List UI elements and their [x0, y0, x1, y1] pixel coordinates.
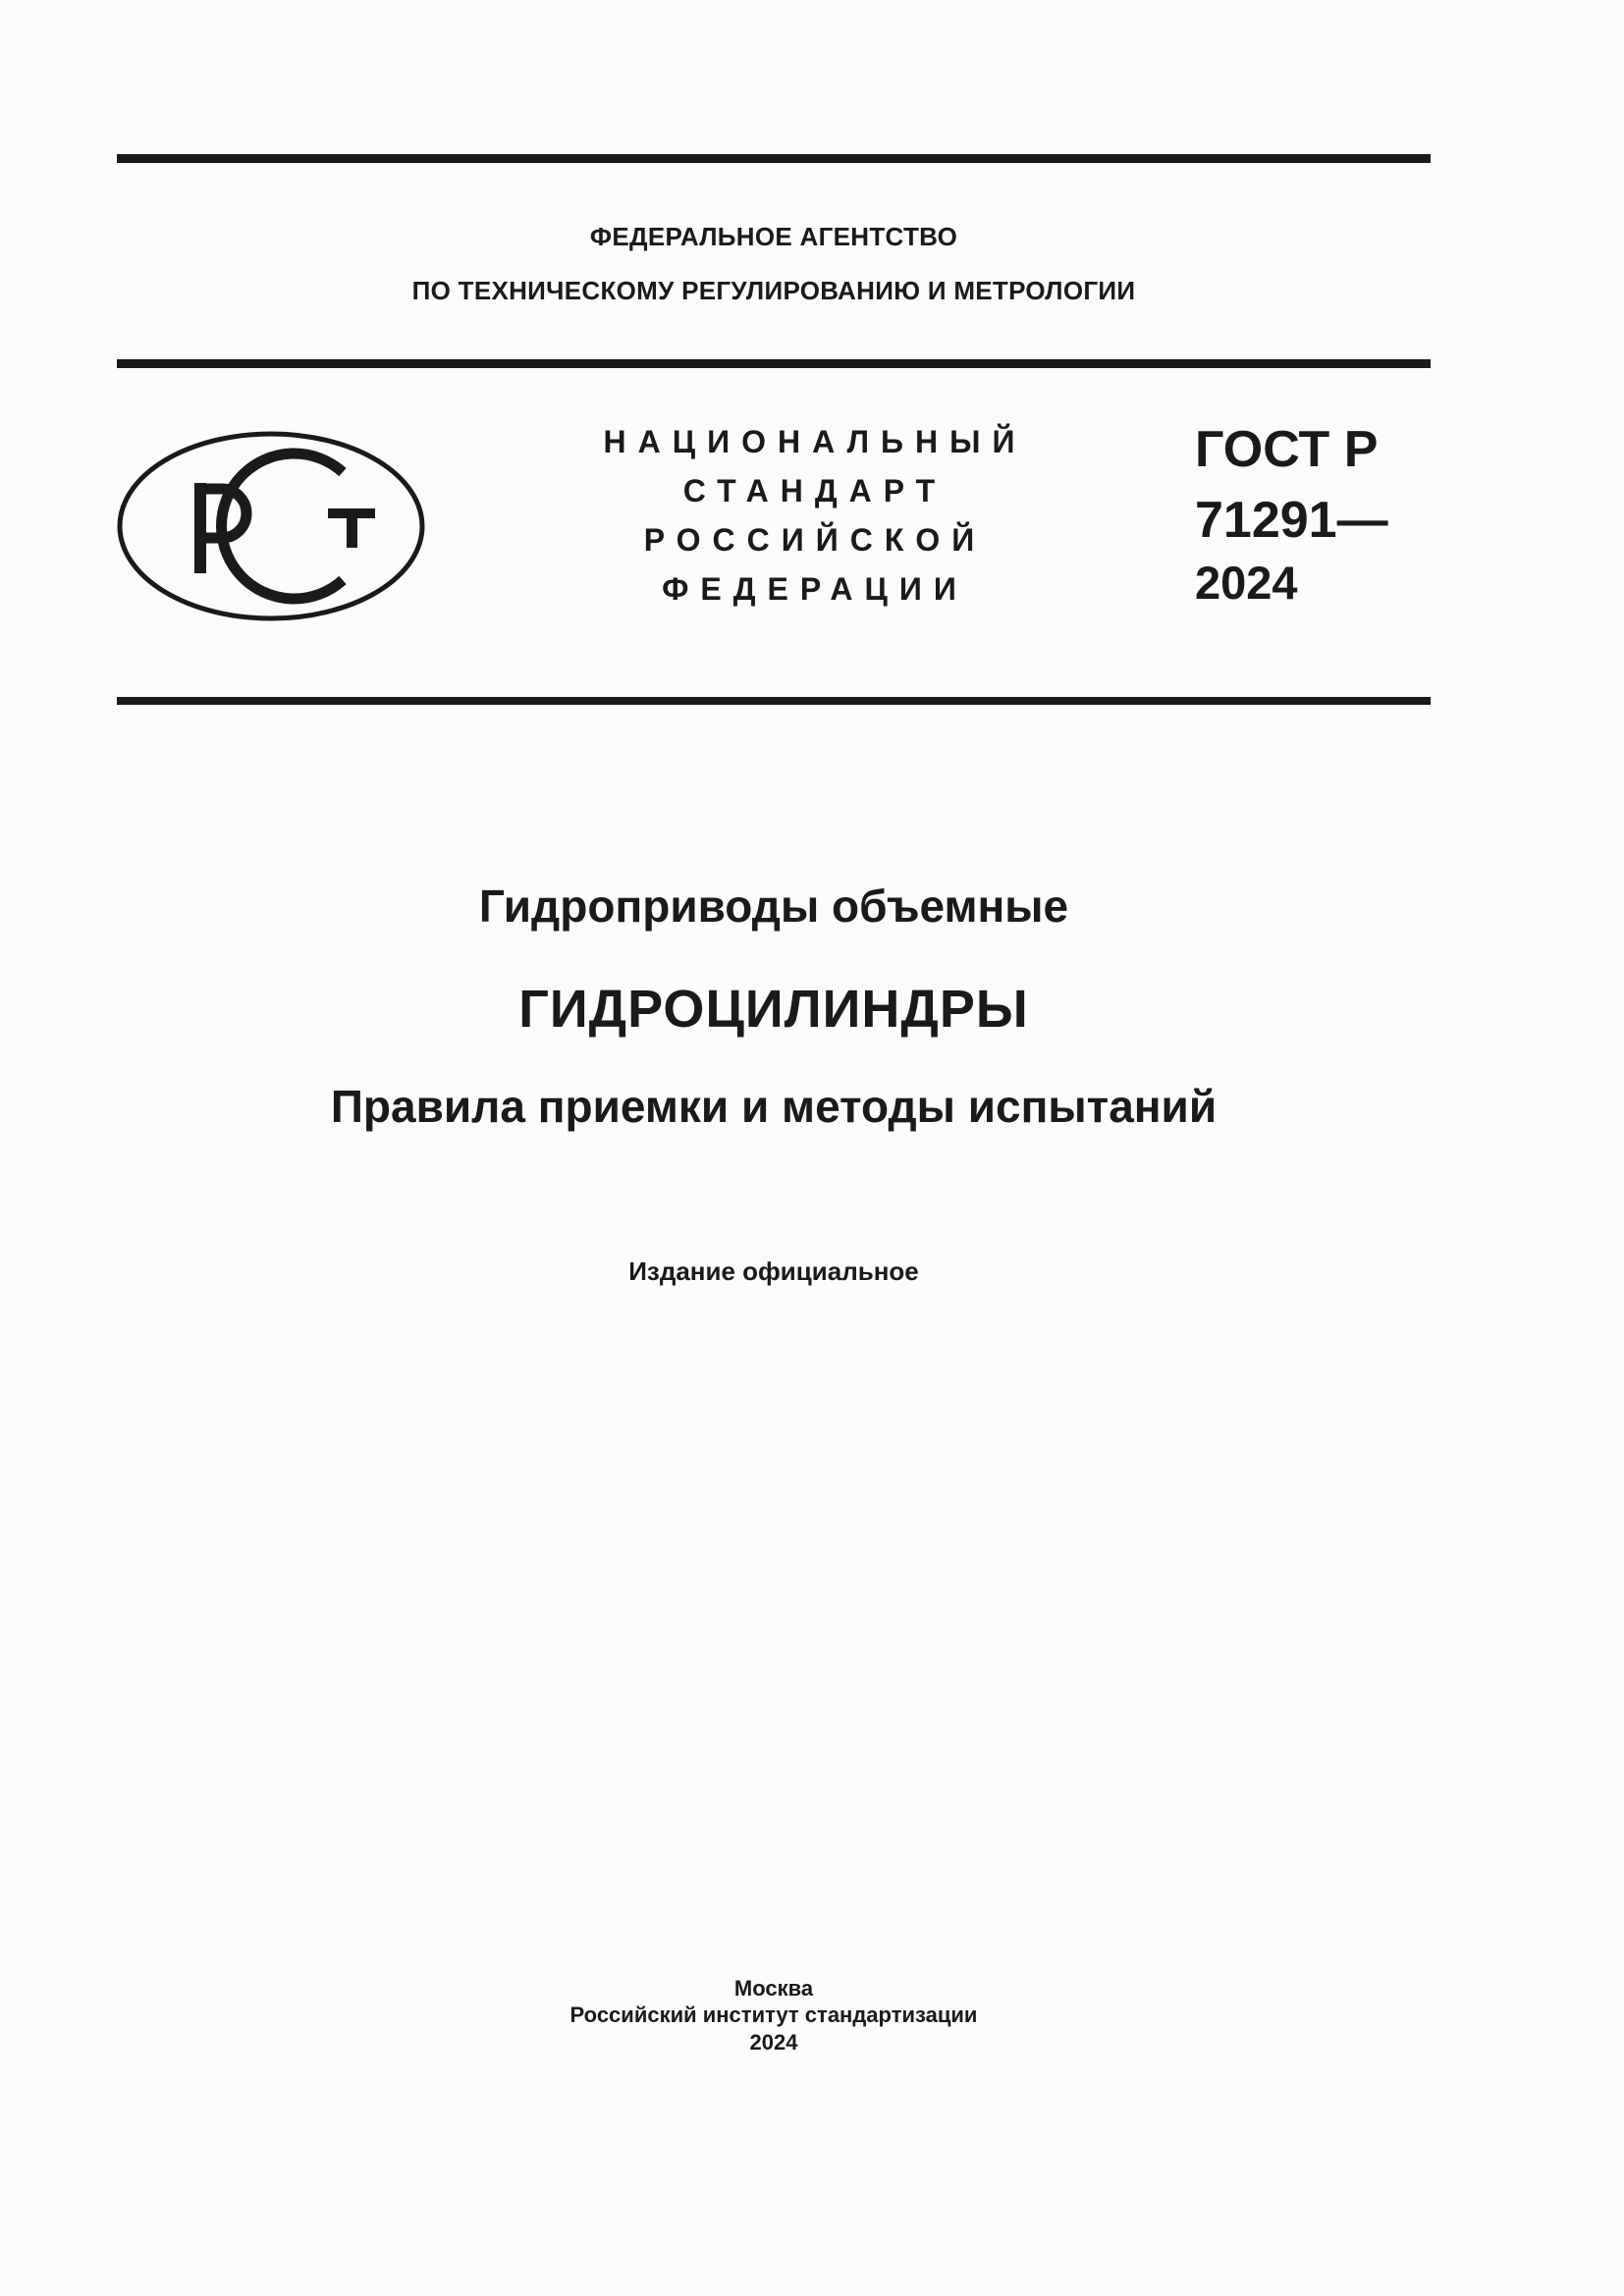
- standard-type-line-3: РОССИЙСКОЙ: [643, 522, 987, 558]
- publisher-city: Москва: [733, 1976, 814, 2001]
- title-group: Гидроприводы объемные: [478, 881, 1069, 932]
- title-sub: Правила приемки и методы испытаний: [330, 1081, 1218, 1132]
- edition-label: Издание официальное: [628, 1256, 919, 1286]
- rst-mark-icon: [116, 428, 426, 624]
- designation-line-1: ГОСТ Р: [1195, 421, 1379, 478]
- standard-type-line-4: ФЕДЕРАЦИИ: [662, 571, 968, 607]
- designation-line-3: 2024: [1195, 557, 1298, 609]
- agency-line-2: ПО ТЕХНИЧЕСКОМУ РЕГУЛИРОВАНИЮ И МЕТРОЛОГИИ: [411, 276, 1136, 305]
- standard-type-line-1: НАЦИОНАЛЬНЫЙ: [603, 424, 1027, 459]
- top-rule: [117, 154, 1431, 163]
- middle-rule: [117, 359, 1431, 368]
- agency-line-1: ФЕДЕРАЛЬНОЕ АГЕНТСТВО: [589, 222, 958, 251]
- title-main: ГИДРОЦИЛИНДРЫ: [518, 980, 1029, 1039]
- designation-line-2: 71291—: [1195, 492, 1388, 549]
- publisher-organization: Российский институт стандартизации: [569, 2002, 978, 2027]
- standard-type-line-2: СТАНДАРТ: [682, 473, 947, 508]
- publisher-year: 2024: [749, 2030, 798, 2055]
- bottom-rule: [117, 697, 1431, 705]
